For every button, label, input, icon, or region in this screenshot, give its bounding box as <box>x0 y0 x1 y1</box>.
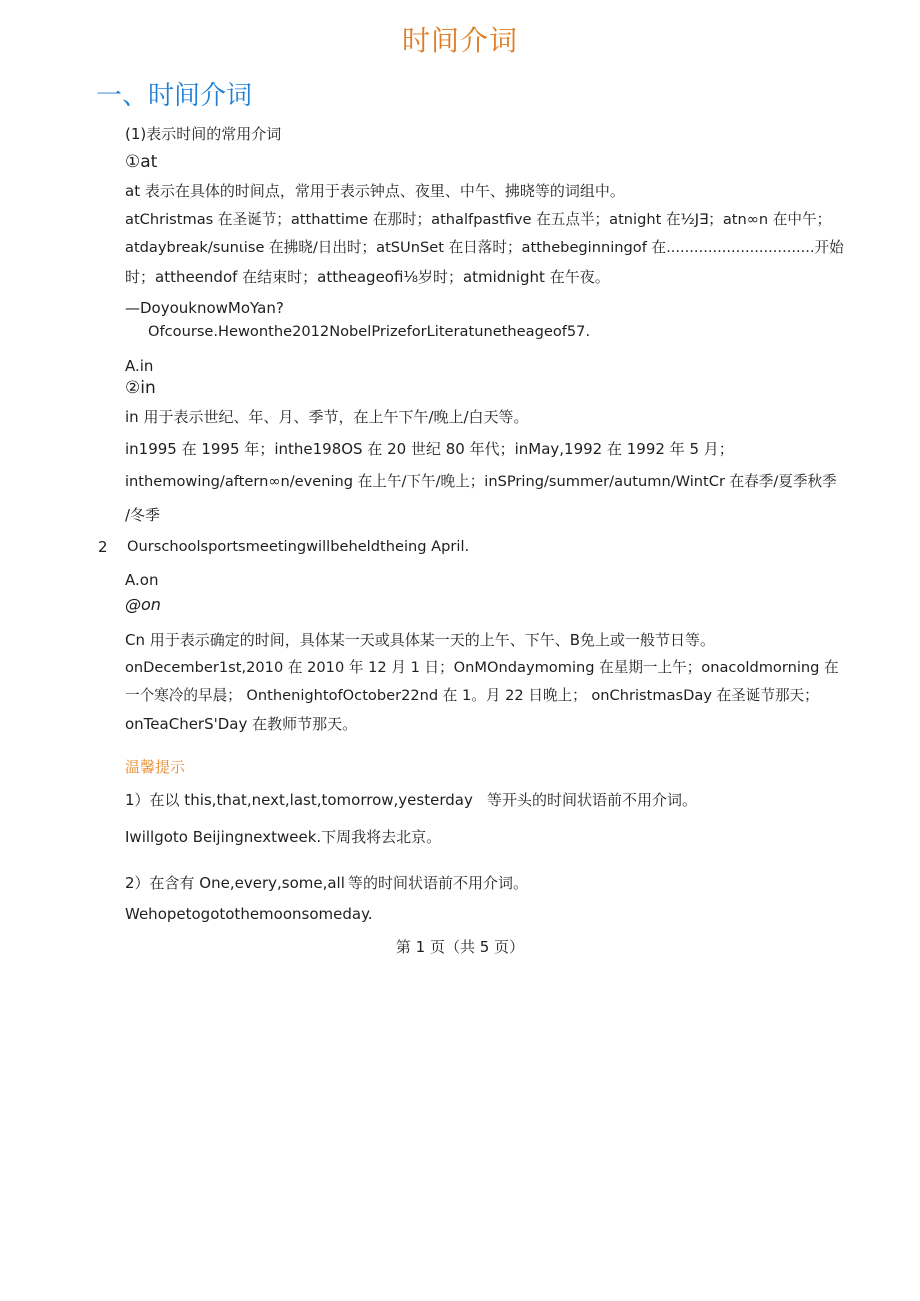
text-line: —DoyouknowMoYan? <box>125 299 284 317</box>
section-heading: 一、时间介词 <box>96 81 253 111</box>
text-line: A.in <box>125 357 154 375</box>
text-line: Cn 用于表示确定的时间，具体某一天或具体某一天的上午、下午、B免上或一般节日等。 <box>125 631 716 649</box>
text-line: (1)表示时间的常用介词 <box>125 125 282 143</box>
text-line: 时；attheendof 在结束时；attheageofi⅛岁时；atmidnight 在午夜。 <box>125 268 610 286</box>
text-line: atdaybreak∕sunιise 在拂晓/日出时；atSUnSet 在日落时；atthebeginningof 在................................开始 <box>125 239 844 256</box>
tip-heading: 温馨提示 <box>125 758 186 776</box>
question-number: 2 <box>98 538 108 556</box>
text-line: 一个寒冷的早晨； OnthenightofOctober22nd 在 1。月 22 日晚上； onChristmasDay 在圣诞节那天； <box>125 687 819 704</box>
page-title: 时间介词 <box>401 24 518 57</box>
text-line: 等的时间状语前不用介词。 <box>348 874 529 892</box>
text-line: 等开头的时间状语前不用介词。 <box>487 791 698 809</box>
text-line: ②in <box>125 378 156 398</box>
text-line: atChristmas 在圣诞节；atthattime 在那时；athalfpastfive 在五点半；atnight 在½J∃；atn∞n 在中午； <box>125 211 832 228</box>
text-line: 1）在以 this,that,next,last,tomorrow,yesterday <box>125 791 473 809</box>
text-line: A.on <box>125 571 159 589</box>
text-line: 2）在含有 One,every,some,all <box>125 874 345 892</box>
text-line: Ourschoolsportsmeetingwillbeheldtheing April. <box>127 538 470 555</box>
text-line: Ofcourse.Hewonthe2012NobelPrizeforLiteratunetheageof57. <box>148 323 591 340</box>
text-line: in1995 在 1995 年；inthe198OS 在 20 世纪 80 年代；inMay,1992 在 1992 年 5 月； <box>125 440 734 458</box>
text-line: ①at <box>125 152 158 172</box>
text-line: /冬季 <box>125 506 161 524</box>
text-line: inthemowing∕aftern∞n∕evening 在上午/下午/晚上；inSPring/summer/autumn/WintCr 在春季/夏季秋季 <box>125 473 837 490</box>
page-footer: 第 1 页（共 5 页） <box>395 938 525 956</box>
text-line: @on <box>125 595 161 614</box>
text-line: at 表示在具体的时间点，常用于表示钟点、夜里、中午、拂晓等的词组中。 <box>125 182 625 200</box>
text-line: onDecember1st,2010 在 2010 年 12 月 1 日；OnMOndaymoming 在星期一上午；onacoldmorning 在 <box>125 659 839 676</box>
text-line: Wehopetogotothemoonsomeday. <box>125 905 373 923</box>
text-line: onTeaCherS'Day 在教师节那天。 <box>125 715 358 733</box>
text-line: Iwillgoto Beijingnextweek.下周我将去北京。 <box>125 828 442 846</box>
text-line: in 用于表示世纪、年、月、季节，在上午下午/晚上/白天等。 <box>125 408 529 426</box>
